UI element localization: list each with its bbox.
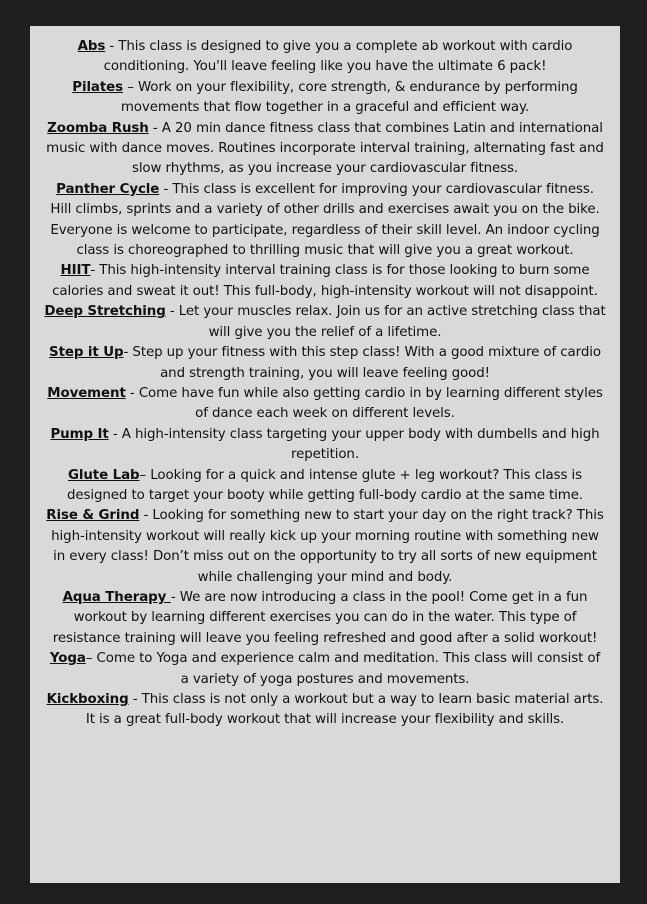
class-entry-step-it-up	[44, 343, 606, 384]
class-separator: -	[165, 304, 179, 320]
class-separator: -	[128, 692, 142, 707]
class-entry-rise-and-grind	[44, 506, 606, 588]
class-description: This class is excellent for improving your cardiovascular fitness. Hill climbs, sprints and a variety of other drills and exercises await you on the bike. Everyone is welcome to participate, regardless of their skill level. An indoor cycling class is choreographed to thrilling music that will give you a great workout.	[50, 181, 600, 259]
class-name: Yoga	[49, 651, 86, 667]
class-entry-panther-cycle	[44, 180, 606, 262]
class-separator: –	[85, 651, 97, 667]
class-description: This high-intensity interval training class is for those looking to burn some calories and sweat it out! This full-body, high-intensity workout will not disappoint.	[52, 263, 598, 299]
class-separator: -	[139, 508, 153, 524]
class-description: We are now introducing a class in the pool! Come get in a fun workout by learning different exercises you can do in the water. This type of resistance training will leave you feeling refreshed and good after a solid workout!	[52, 589, 598, 646]
class-entry-kickboxing	[44, 690, 606, 731]
class-description: A 20 min dance fitness class that combines Latin and international music with dance moves. Routines incorporate interval training, alternating fast and slow rhythms, as you increase your cardiovascular fitness.	[46, 120, 604, 177]
class-entry-pilates	[44, 78, 606, 119]
class-separator: -	[108, 426, 122, 442]
class-description: Step up your fitness with this step class! With a good mixture of cardio and strength training, you will leave feeling good!	[132, 345, 601, 381]
class-separator: -	[123, 345, 133, 361]
class-entry-movement	[44, 384, 606, 425]
class-entry-zoomba-rush	[44, 119, 606, 180]
class-description: Looking for a quick and intense glute + leg workout? This class is designed to target your booty while getting full-body cardio at the same time.	[66, 467, 584, 503]
class-description: Come to Yoga and experience calm and meditation. This class will consist of a variety of yoga postures and movements.	[96, 651, 601, 687]
class-name: Abs	[77, 39, 106, 54]
class-name: Rise & Grind	[46, 508, 140, 524]
class-separator: –	[139, 467, 151, 483]
class-entry-hiit	[44, 261, 606, 302]
class-separator: -	[125, 385, 139, 401]
class-description: A high-intensity class targeting your upper body with dumbells and high repetition.	[121, 426, 600, 463]
class-entry-deep-stretching	[44, 302, 606, 343]
class-description: Let your muscles relax. Join us for an active stretching class that will give you the relief of a lifetime.	[178, 304, 606, 340]
class-entry-pump-it	[44, 425, 606, 466]
class-name: Pilates	[72, 79, 124, 95]
class-entry-abs	[44, 37, 606, 78]
class-name: Aqua Therapy	[62, 589, 171, 605]
class-description: Looking for something new to start your day on the right track? This high-intensity workout will really kick up your morning routine with something new in every class! Don’t miss out on the opportunity to try all sorts of new equipment while challenging your mind and body.	[51, 508, 604, 585]
class-separator: –	[123, 79, 138, 95]
class-description: Come have fun while also getting cardio in by learning different styles of dance each week on different levels.	[138, 385, 603, 422]
class-name: Kickboxing	[46, 692, 129, 707]
class-name: Panther Cycle	[56, 181, 160, 197]
class-name: Glute Lab	[67, 467, 140, 483]
class-separator: -	[159, 181, 173, 197]
class-name: Deep Stretching	[44, 304, 166, 320]
class-description: This class is not only a workout but a way to learn basic material arts. It is a great full-body workout that will increase your flexibility and skills.	[85, 692, 604, 728]
class-name: Pump It	[50, 426, 109, 442]
class-entry-yoga	[44, 649, 606, 690]
class-description: This class is designed to give you a complete ab workout with cardio conditioning. You'll leave feeling like you have the ultimate 6 pack!	[103, 39, 573, 75]
class-name: Movement	[47, 385, 126, 401]
class-separator: -	[148, 120, 162, 136]
class-separator: -	[170, 589, 180, 605]
class-name: Zoomba Rush	[47, 120, 149, 136]
class-separator: -	[105, 39, 119, 54]
class-name: HIIT	[60, 263, 91, 279]
class-descriptions-panel	[30, 26, 620, 883]
class-entry-aqua-therapy	[44, 588, 606, 649]
class-separator: -	[90, 263, 100, 279]
class-description: Work on your flexibility, core strength, & endurance by performing movements that flow together in a graceful and efficient way.	[120, 79, 578, 116]
class-entry-glute-lab	[44, 466, 606, 507]
class-name: Step it Up	[49, 345, 124, 361]
